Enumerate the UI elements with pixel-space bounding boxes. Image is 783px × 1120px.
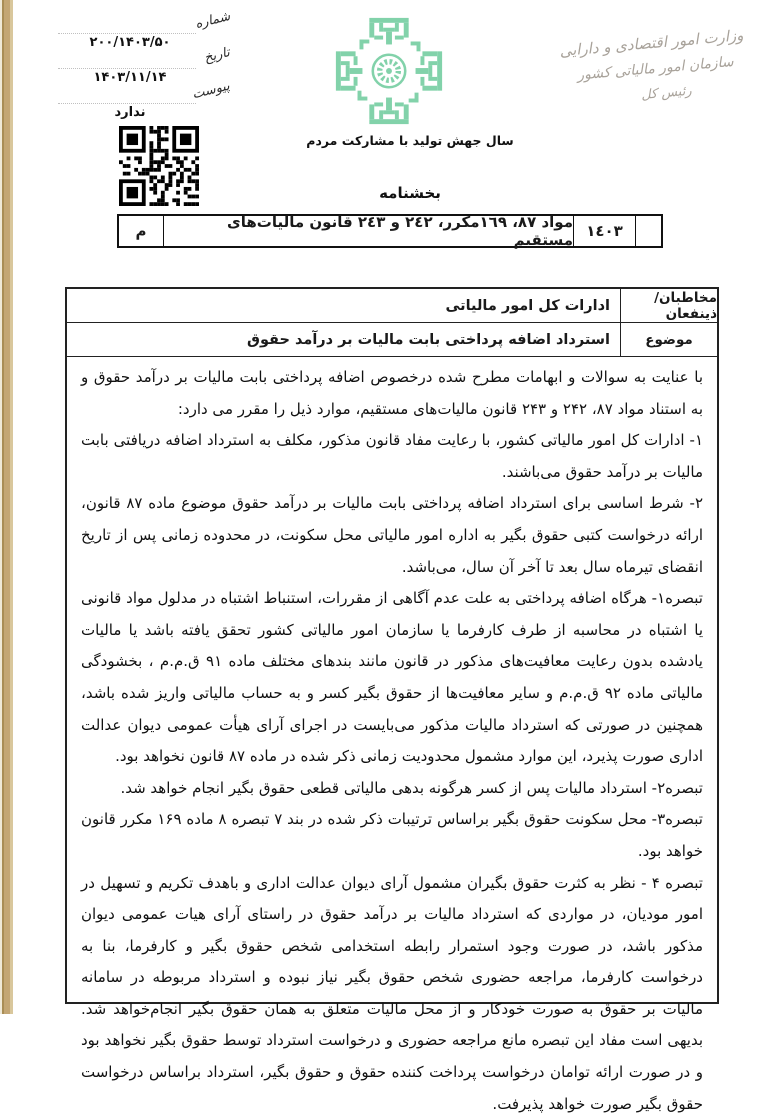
body-paragraph: تبصره۳- محل سکونت حقوق بگیر براساس ترتیبات ذکر شده در بند ۷ تبصره ۸ ماده ۱۶۹ مکرر قانون خواهد بود.	[81, 804, 703, 867]
recipients-value: ادارات کل امور مالیاتی	[67, 289, 620, 322]
tax-organization-emblem-icon	[330, 12, 448, 120]
classification-subject-cell: مواد ٨٧، ١٦٩مکرر، ٢٤٢ و ٢٤٣ قانون مالیات‌های مستقیم	[163, 216, 573, 246]
classification-category-cell: م	[119, 216, 163, 246]
stamp-attachment-row	[58, 90, 226, 125]
director-general-title: رئیس کل	[535, 72, 768, 118]
number-dotted-line	[58, 33, 196, 34]
document-type-title: بخشنامه	[350, 184, 470, 202]
attachment-value: ندارد	[70, 105, 190, 120]
date-dotted-line	[58, 68, 196, 69]
subject-value: استرداد اضافه پرداختی بابت مالیات بر درآمد حقوق	[67, 323, 620, 356]
classification-table	[117, 214, 663, 248]
document-stamp-block	[58, 20, 226, 125]
letter-table	[65, 287, 719, 1004]
subject-row	[67, 323, 717, 357]
number-label: شماره	[193, 9, 231, 32]
year-slogan: سال جهش تولید با مشارکت مردم	[290, 133, 530, 148]
letter-body	[67, 357, 717, 1120]
body-paragraph: ۲- شرط اساسی برای استرداد اضافه پرداختی بابت مالیات بر درآمد حقوق موضوع ماده ۸۷ قانون، ارائه درخواست کتبی حقوق بگیر به اداره امور مالیاتی محل سکونت، در محدوده زمانی پس از تاریخ انقضای تیرماه سال بعد تا آخر آن سال، می‌باشد.	[81, 488, 703, 583]
body-paragraph: با عنایت به سوالات و ابهامات مطرح شده درخصوص اضافه پرداختی بابت مالیات بر درآمد حقوق و به استناد مواد ۸۷، ۲۴۲ و ۲۴۳ قانون مالیات‌های مستقیم، موارد ذیل را مقرر می دارد:	[81, 362, 703, 425]
attachment-label: پیوست	[191, 79, 231, 103]
date-label: تاریخ	[203, 45, 232, 66]
stamp-number-row	[58, 20, 226, 55]
number-value: ۲۰۰/۱۴۰۳/۵۰	[70, 35, 190, 50]
recipients-label: مخاطبان/ ذینفعان	[620, 289, 717, 322]
body-paragraph: تبصره۲- استرداد مالیات پس از کسر هرگونه بدهی مالیاتی قطعی حقوق بگیر انجام خواهد شد.	[81, 773, 703, 805]
body-paragraph: ۱- ادارات کل امور مالیاتی کشور، با رعایت مفاد قانون مذکور، مکلف به استرداد اضافه دریافتی بابت مالیات بر درآمد حقوق می‌باشند.	[81, 425, 703, 488]
date-value: ۱۴۰۳/۱۱/۱۴	[70, 70, 190, 85]
recipients-row	[67, 289, 717, 323]
classification-blank-cell	[635, 216, 661, 246]
ministry-title: وزارت امور اقتصادی و دارایی	[535, 20, 768, 66]
classification-year-cell: ١٤٠٣	[573, 216, 635, 246]
subject-label: موضوع	[620, 323, 717, 356]
tax-organization-title: سازمان امور مالیاتی کشور	[535, 46, 768, 92]
attachment-dotted-line	[58, 103, 196, 104]
body-paragraph: تبصره۱- هرگاه اضافه پرداختی به علت عدم آگاهی از مقررات، استنباط اشتباه در مدلول مواد قانونی یا اشتباه در محاسبه از طرف کارفرما یا سازمان امور مالیاتی کشور تحقق یافته باشد یا مالیات یادشده بدون رعایت معافیت‌های مذکور در قانون مانند بندهای مختلف ماده ۹۱ ق.م.م ، بخشودگی مالیاتی ماده ۹۲ ق.م.م و سایر معافیت‌ها از حقوق بگیر کسر و به حساب مالیاتی واریز شده باشد، همچنین در صورتی که استرداد مالیات مذکور می‌بایست در اجرای آرای هیأت عمومی دیوان عدالت اداری صورت پذیرد، این موارد مشمول محدودیت زمانی ذکر شده در ماده ۸۷ قانون نخواهد بود.	[81, 583, 703, 773]
body-paragraph: تبصره ۴ - نظر به کثرت حقوق بگیران مشمول آرای دیوان عدالت اداری و باهدف تکریم و تسهیل در امور مودیان، در مواردی که استرداد مالیات بر درآمد حقوق در راستای آرای هیات عمومی دیوان مذکور باشد، در صورت وجود استمرار رابطه استخدامی شخص حقوق بگیر و کارفرما، بنا به درخواست کارفرما، مراجعه حضوری شخص حقوق بگیر نیاز نبوده و استرداد مربوطه در سامانه مالیات بر حقوق به صورت خودکار و از محل مالیات متعلق به همان حقوق بگیر انجام‌خواهد شد. بدیهی است مفاد این تبصره مانع مراجعه حضوری و درخواست استرداد توسط حقوق بگیر نخواهد بود و در صورت ارائه توامان درخواست پرداخت کننده حقوق و حقوق بگیر، استرداد براساس درخواست حقوق بگیر صورت خواهد پذیرفت.	[81, 868, 703, 1120]
letterhead-ministry-calligraphy	[535, 20, 767, 98]
qr-code	[114, 126, 204, 206]
page-binding-edge	[0, 0, 13, 1014]
